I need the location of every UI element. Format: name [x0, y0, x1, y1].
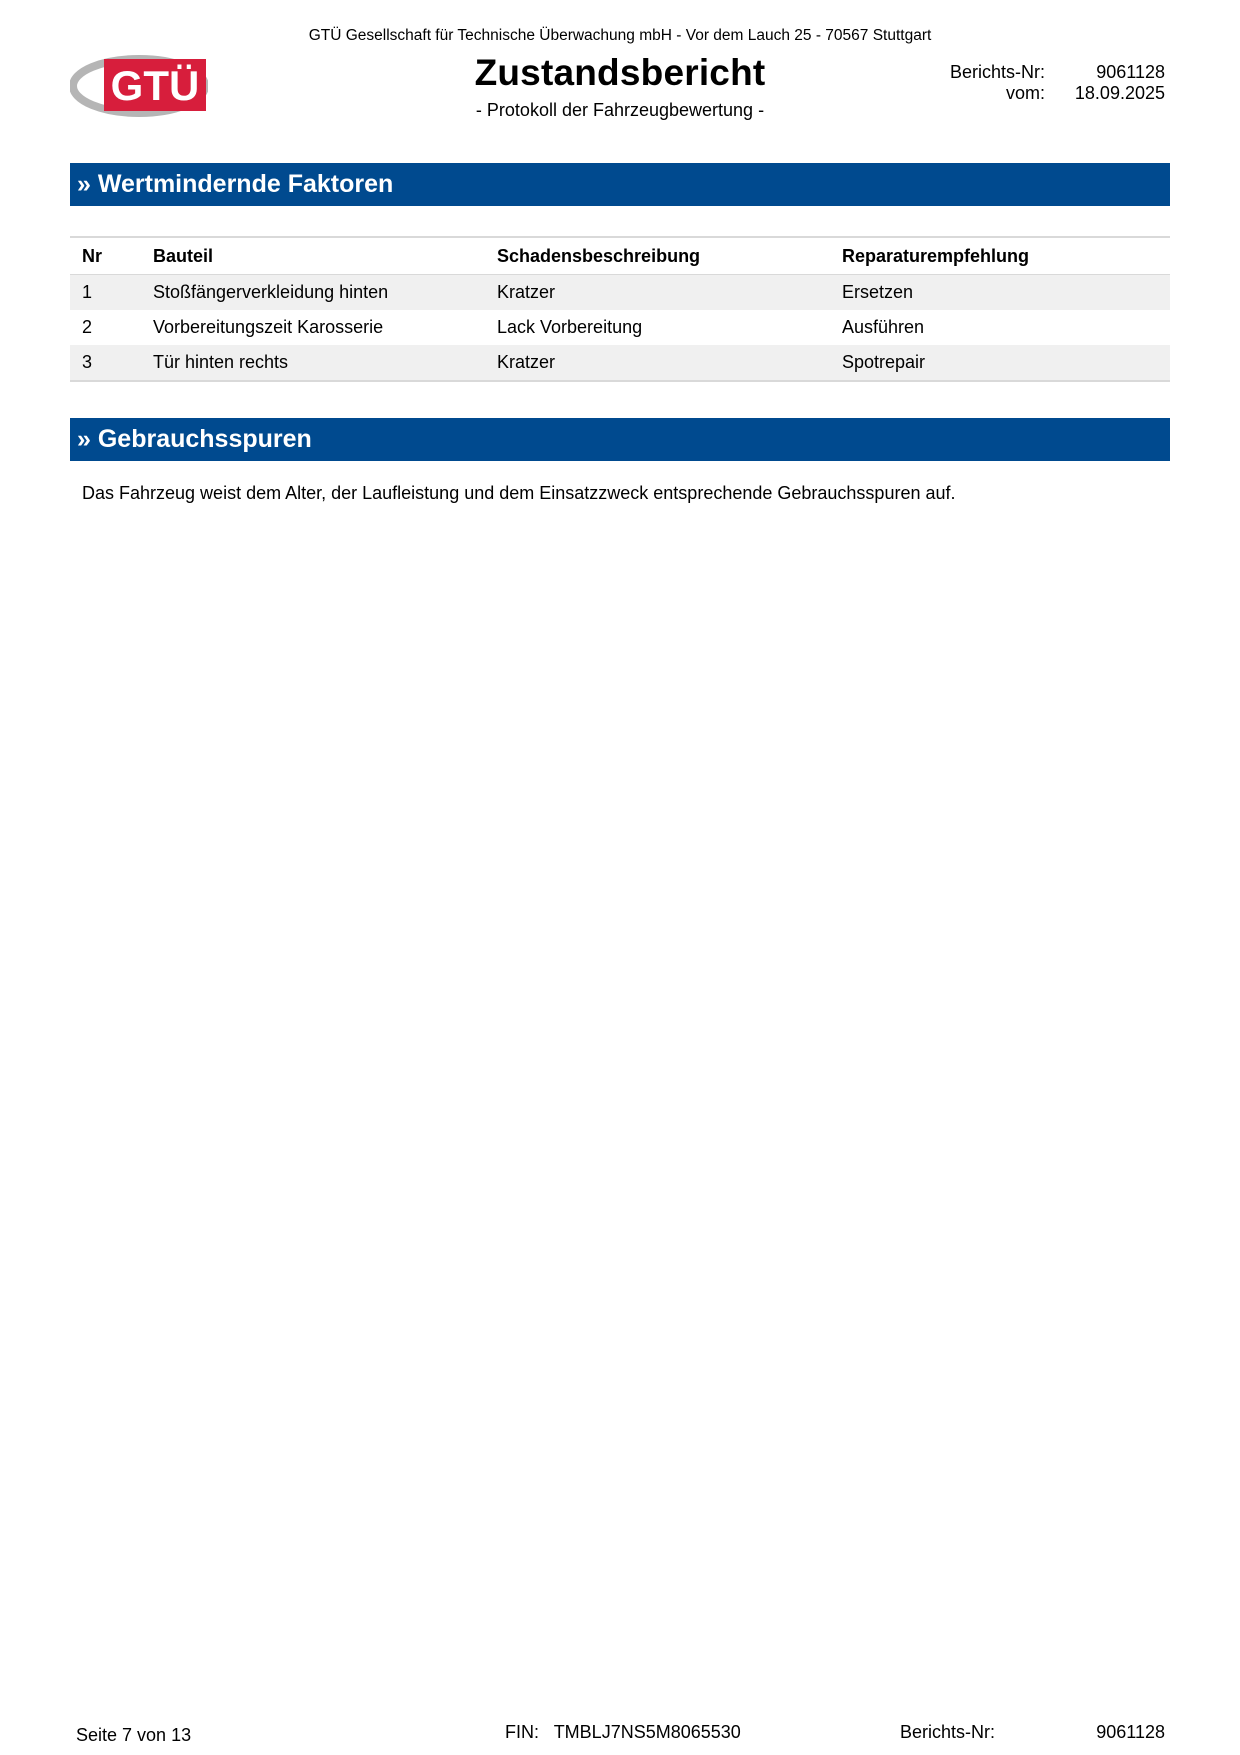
cell-repair: Ausführen: [842, 317, 925, 337]
table-header-row: [70, 237, 1170, 275]
section-header-value-factors: » Wertmindernde Faktoren: [70, 163, 1170, 206]
wear-description: Das Fahrzeug weist dem Alter, der Laufleistung und dem Einsatzzweck entsprechende Gebrauchsspuren auf.: [82, 483, 956, 503]
cell-damage: Kratzer: [497, 345, 842, 381]
document-subtitle: - Protokoll der Fahrzeugbewertung -: [475, 100, 765, 120]
table-row: [70, 275, 1170, 311]
column-header-damage: Schadensbeschreibung: [497, 237, 842, 275]
cell-part: Tür hinten rechts: [153, 345, 497, 381]
cell-repair: Ersetzen: [842, 275, 1170, 311]
table-row: [70, 345, 1170, 381]
fin-value: TMBLJ7NS5M8065530: [553, 1722, 741, 1742]
report-number-label: Berichts-Nr:: [949, 62, 1045, 82]
report-meta: [900, 62, 1165, 104]
footer-report-number-label: Berichts-Nr:: [900, 1722, 996, 1742]
document-title: Zustandsbericht: [474, 52, 766, 93]
cell-damage: Lack Vorbereitung: [497, 317, 643, 337]
column-header-repair: Reparaturempfehlung: [842, 237, 1170, 275]
footer-report-number: [900, 1722, 1165, 1743]
cell-nr: 1: [70, 275, 153, 311]
damage-table: [70, 236, 1170, 382]
cell-part: Vorbereitungszeit Karosserie: [153, 317, 384, 337]
column-header-nr: Nr: [70, 237, 153, 275]
fin-label: FIN:: [505, 1722, 539, 1742]
cell-part: Stoßfängerverkleidung hinten: [153, 275, 497, 311]
cell-damage: Kratzer: [497, 275, 842, 311]
footer-report-number-value: 9061128: [1096, 1722, 1165, 1742]
column-header-part: Bauteil: [153, 237, 497, 275]
cell-nr: 2: [82, 317, 93, 337]
fin-block: [505, 1722, 741, 1743]
report-date: 18.09.2025: [1074, 83, 1165, 103]
cell-nr: 3: [70, 345, 153, 381]
table-row: [70, 310, 1170, 345]
report-date-label: vom:: [1005, 83, 1045, 103]
page-number: Seite 7 von 13: [76, 1725, 192, 1745]
cell-repair: Spotrepair: [842, 345, 1170, 381]
logo-text: GTÜ: [110, 62, 200, 109]
report-number: 9061128: [1096, 62, 1165, 82]
section-header-wear: » Gebrauchsspuren: [70, 418, 1170, 461]
company-address-line: GTÜ Gesellschaft für Technische Überwachung mbH - Vor dem Lauch 25 - 70567 Stuttgart: [308, 27, 932, 44]
